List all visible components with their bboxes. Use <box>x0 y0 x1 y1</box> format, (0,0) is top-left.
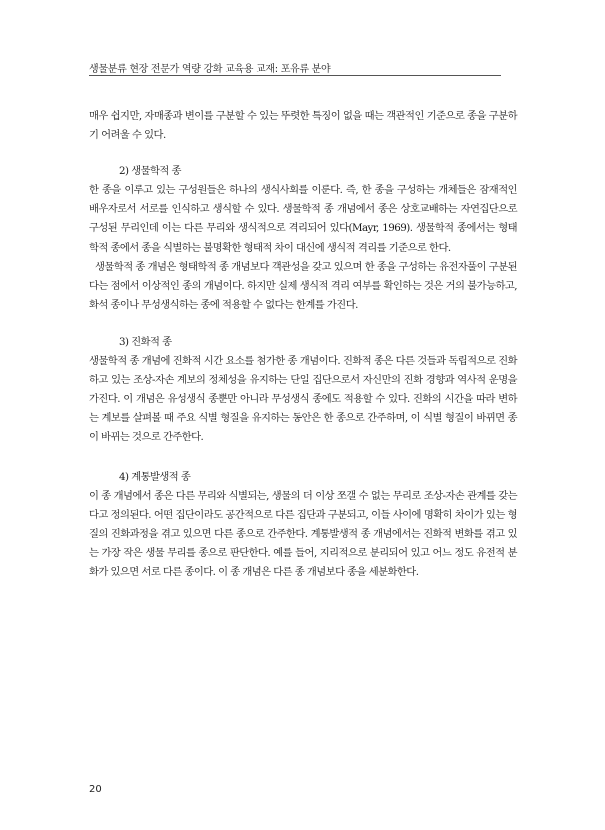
biological-paragraph-2: 생물학적 종 개념은 형태학적 종 개념보다 객관성을 갖고 있으며 한 종을 구성하는 유전자풀이 구분된다는 점에서 이상적인 종의 개념이다. 하지만 실제 생식적 격리 여부를 확인하는 것은 거의 불가능하고, 화석 종이나 무성생식하는 종에 적용할 수 없다는 한계를 가진다. <box>89 260 517 311</box>
section-spacer <box>89 315 517 333</box>
intro-paragraph: 매우 쉽지만, 자매종과 변이를 구분할 수 있는 뚜렷한 특징이 없을 때는 객관적인 기준으로 종을 구분하기 어려울 수 있다. <box>89 110 517 142</box>
header-divider <box>89 75 501 76</box>
section-spacer <box>89 145 517 162</box>
biological-paragraph-1: 한 종을 이루고 있는 구성원들은 하나의 생식사회를 이룬다. 즉, 한 종을 구성하는 개체들은 잠재적인 배우자로서 서로를 인식하고 생식할 수 있다. 생물학적 종 개념에서 종은 상호교배하는 자연집단으로 구성된 무리인데 이는 다른 무리와 생식적으로 격리되어 있다(Mayr, 1969). 생물학적 종에서는 형태학적 종에서 종을 식별하는 불명확한 형태적 차이 대신에 생식적 격리를 기준으로 한다. <box>89 184 517 254</box>
section-spacer <box>89 448 517 468</box>
section-heading-biological: 2) 생물학적 종 <box>119 165 181 178</box>
section-heading-phylogenetic: 4) 계통발생적 종 <box>119 470 191 483</box>
phylogenetic-paragraph-1: 이 종 개념에서 종은 다른 무리와 식별되는, 생물의 더 이상 쪼갤 수 없는 무리로 조상-자손 관계를 갖는다고 정의된다. 어떤 집단이라도 공간적으로 다른 집단과 구분되고, 이들 사이에 명확히 차이가 있는 형질의 진화과정을 겪고 있으면 다른 종으로 간주한다. 계통발생적 종 개념에서는 진화적 변화를 겪고 있는 가장 작은 생물 무리를 종으로 판단한다. 예를 들어, 지리적으로 분리되어 있고 어느 정도 유전적 분화가 있으면 서로 다른 종이다. 이 종 개념은 다른 종 개념보다 종을 세분화한다. <box>89 489 517 578</box>
section-heading-evolutionary: 3) 진화적 종 <box>119 335 172 348</box>
evolutionary-paragraph-1: 생물학적 종 개념에 진화적 시간 요소를 첨가한 종 개념이다. 진화적 종은 다른 것들과 독립적으로 진화하고 있는 조상-자손 계보의 정체성을 유지하는 단일 집단으로서 자신만의 진화 경향과 역사적 운명을 가진다. 이 개념은 유성생식 종뿐만 아니라 무성생식 종에도 적용할 수 있다. 진화의 시간을 따라 변하는 계보를 살펴볼 때 주요 식별 형질을 유지하는 동안은 한 종으로 간주하며, 이 식별 형질이 바뀌면 종이 바뀌는 것으로 간주한다. <box>89 355 517 444</box>
page-number: 20 <box>89 784 102 795</box>
document-body <box>89 107 517 582</box>
running-header: 생물분류 현장 전문가 역량 강화 교육용 교재: 포유류 분야 <box>89 64 331 75</box>
